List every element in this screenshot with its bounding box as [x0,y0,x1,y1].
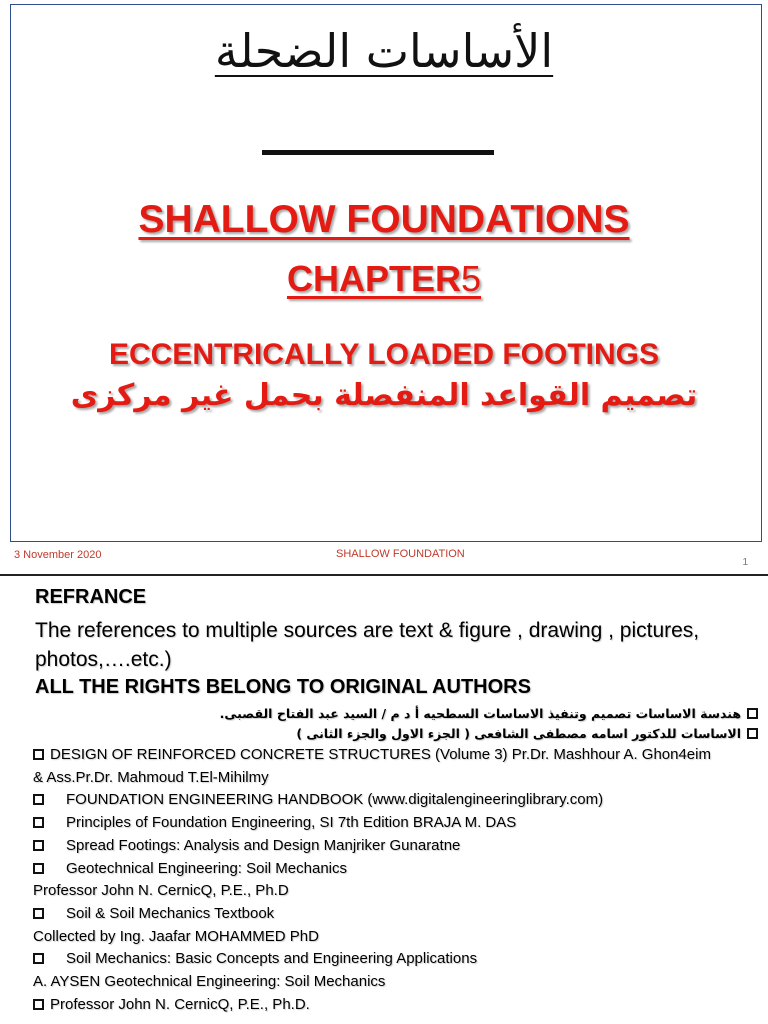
references-heading: REFRANCE [35,586,147,608]
rights-notice: ALL THE RIGHTS BELONG TO ORIGINAL AUTHORS [35,676,531,698]
list-item [33,812,758,835]
checkbox-bullet-icon [747,728,758,739]
list-item [33,744,723,789]
checkbox-bullet-icon [747,708,758,719]
checkbox-bullet-icon [33,863,44,874]
reference-text: Professor John N. CernicQ, P.E., Ph.D [33,882,289,900]
footer-date: 3 November 2020 [14,549,102,561]
reference-text: Principles of Foundation Engineering, SI 7th Edition BRAJA M. DAS [66,814,517,832]
reference-text: الاساسات للدكتور اسامه مصطفى الشافعى ( الجزء الاول والجزء الثانى ) [296,726,741,741]
title-divider [262,150,494,155]
reference-text: Collected by Ing. Jaafar MOHAMMED PhD [33,927,319,945]
reference-list [33,704,758,1016]
reference-text: Geotechnical Engineering: Soil Mechanics [66,859,347,877]
subtitle-english: ECCENTRICALLY LOADED FOOTINGS [108,338,660,371]
reference-text: Soil Mechanics: Basic Concepts and Engineering Applications [66,950,478,968]
page-number: 1 [742,557,748,568]
checkbox-bullet-icon [33,749,44,760]
reference-text: FOUNDATION ENGINEERING HANDBOOK (www.digitalengineeringlibrary.com) [66,791,604,809]
slide-title: SHALLOW FOUNDATIONS [138,198,630,241]
footer-title: SHALLOW FOUNDATION [336,548,465,560]
reference-text: DESIGN OF REINFORCED CONCRETE STRUCTURES (Volume 3) Pr.Dr. Mashhour A. Ghon4eim & Ass.Pr.Dr. Mahmoud T.El-Mihilmy [33,746,711,786]
reference-text: Professor John N. CernicQ, P.E., Ph.D. [50,995,310,1013]
checkbox-bullet-icon [33,794,44,805]
chapter-heading [6,258,762,300]
list-item [33,724,758,744]
list-item [33,704,758,724]
references-intro: The references to multiple sources are text & figure , drawing , pictures, photos,….etc.) [35,619,700,671]
list-item [33,880,758,903]
references-slide [0,574,768,1024]
list-item [33,903,758,926]
checkbox-bullet-icon [33,999,44,1010]
list-item [33,835,758,858]
list-item [33,858,758,881]
list-item [33,926,758,949]
title-slide [6,4,762,572]
checkbox-bullet-icon [33,840,44,851]
checkbox-bullet-icon [33,953,44,964]
list-item [33,971,758,994]
list-item [33,994,758,1017]
reference-text: A. AYSEN Geotechnical Engineering: Soil Mechanics [33,973,386,991]
subtitle-arabic: تصميم القواعد المنفصلة بحمل غير مركزى [70,378,698,413]
arabic-title: الأساسات الضحلة [214,24,554,78]
list-item [33,948,758,971]
chapter-label: CHAPTER [286,258,461,299]
chapter-number: 5 [460,258,482,299]
list-item [33,789,758,812]
checkbox-bullet-icon [33,908,44,919]
checkbox-bullet-icon [33,817,44,828]
reference-text: Soil & Soil Mechanics Textbook [66,904,275,922]
reference-text: Spread Footings: Analysis and Design Manjriker Gunaratne [66,836,461,854]
reference-text: هندسة الاساسات تصميم وتنفيذ الاساسات السطحيه أ د م / السيد عبد الفتاح القصبى. [219,706,741,721]
